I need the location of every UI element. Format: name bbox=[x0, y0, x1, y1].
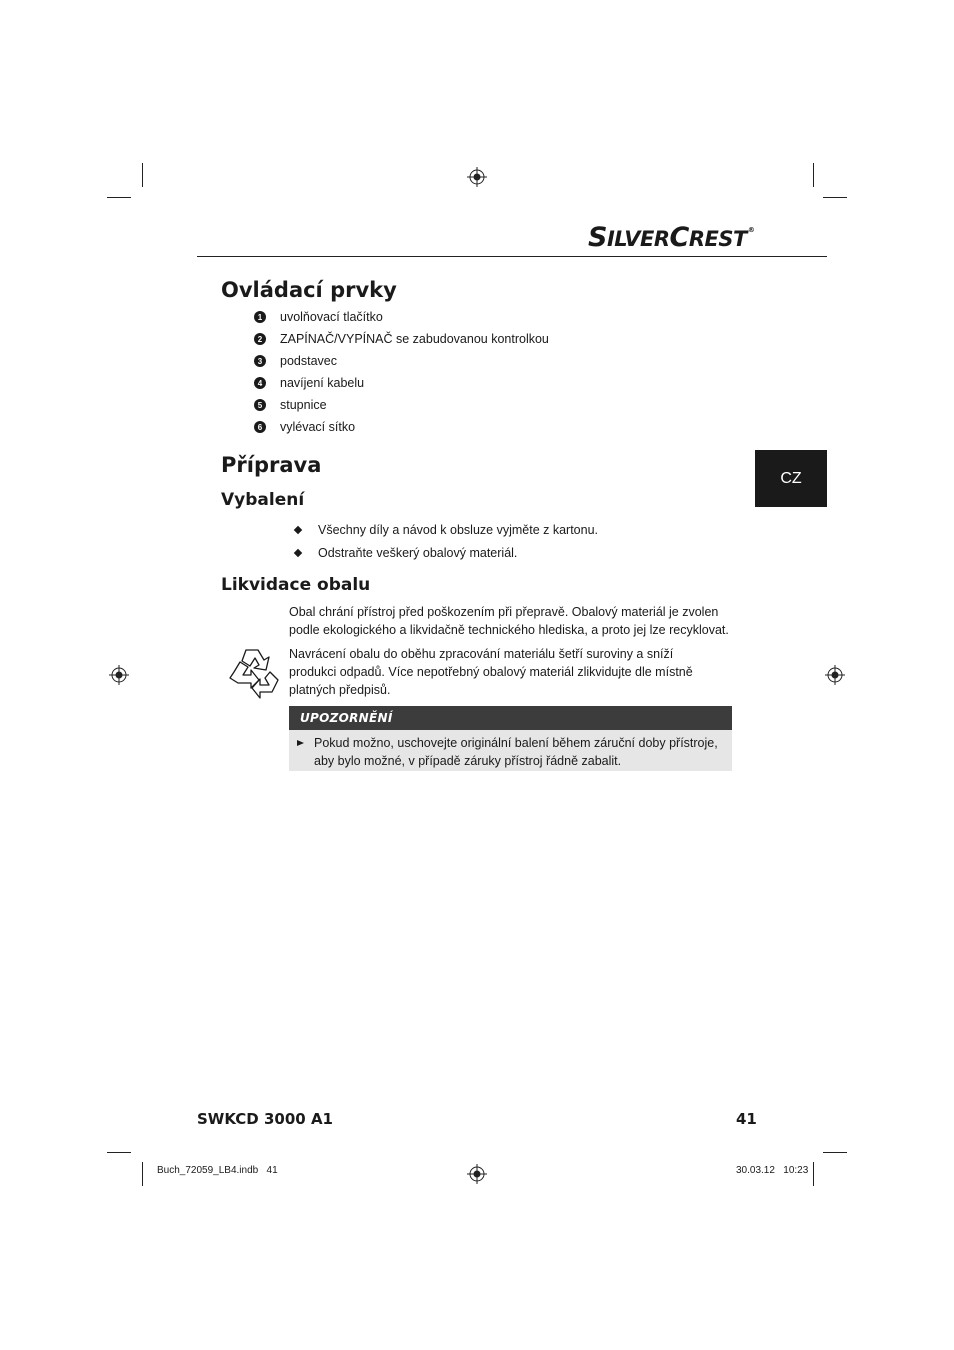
crop-mark bbox=[823, 197, 847, 198]
list-item: 3 podstavec bbox=[254, 350, 549, 372]
section-title-controls: Ovládací prvky bbox=[221, 278, 397, 302]
crop-mark bbox=[107, 197, 131, 198]
list-item: 5 stupnice bbox=[254, 394, 549, 416]
recycle-icon bbox=[226, 646, 284, 702]
list-item: 4 navíjení kabelu bbox=[254, 372, 549, 394]
page-number: 41 bbox=[736, 1110, 757, 1128]
bullet-icon bbox=[294, 548, 302, 556]
number-badge: 4 bbox=[254, 377, 266, 389]
registration-mark-icon bbox=[467, 1164, 487, 1184]
brand-logo: SILVERCREST® bbox=[588, 222, 755, 253]
crop-mark bbox=[142, 163, 143, 187]
registration-mark-icon bbox=[467, 167, 487, 187]
section-title-preparation: Příprava bbox=[221, 453, 322, 477]
subsection-title-disposal: Likvidace obalu bbox=[221, 575, 371, 595]
subsection-title-unpacking: Vybalení bbox=[221, 490, 305, 510]
list-item: 6 vylévací sítko bbox=[254, 416, 549, 438]
crop-mark bbox=[142, 1162, 143, 1186]
bullet-icon bbox=[294, 525, 302, 533]
crop-mark bbox=[107, 1152, 131, 1153]
warning-heading: UPOZORNĚNÍ bbox=[289, 706, 732, 730]
crop-mark bbox=[813, 163, 814, 187]
language-tab: CZ bbox=[755, 450, 827, 507]
list-item: 2 ZAPÍNAČ/VYPÍNAČ se zabudovanou kontrolkou bbox=[254, 328, 549, 350]
number-badge: 3 bbox=[254, 355, 266, 367]
model-name: SWKCD 3000 A1 bbox=[197, 1110, 333, 1128]
registration-mark-icon bbox=[825, 665, 845, 685]
arrow-right-icon bbox=[297, 740, 304, 746]
print-slug-left: Buch_72059_LB4.indb 41 bbox=[157, 1165, 278, 1176]
registration-mark-icon bbox=[109, 665, 129, 685]
number-badge: 2 bbox=[254, 333, 266, 345]
number-badge: 1 bbox=[254, 311, 266, 323]
header-rule bbox=[197, 256, 827, 257]
list-item: Všechny díly a návod k obsluze vyjměte z kartonu. bbox=[292, 518, 598, 541]
disposal-paragraph-2: Navrácení obalu do oběhu zpracování materiálu šetří suroviny a sníží produkci odpadů. Více nepotřebný obalový materiál zlikvidujte dle místně platných předpisů. bbox=[289, 647, 693, 697]
warning-body: Pokud možno, uschovejte originální balení během záruční doby přístroje, aby bylo možné, v případě záruky přístroj řádně zabalit. bbox=[289, 730, 732, 771]
number-badge: 5 bbox=[254, 399, 266, 411]
crop-mark bbox=[823, 1152, 847, 1153]
unpacking-list bbox=[292, 518, 598, 564]
list-item: 1 uvolňovací tlačítko bbox=[254, 306, 549, 328]
print-slug-right: 30.03.12 10:23 bbox=[736, 1165, 809, 1176]
list-item: Odstraňte veškerý obalový materiál. bbox=[292, 541, 598, 564]
warning-box bbox=[289, 706, 732, 771]
crop-mark bbox=[813, 1162, 814, 1186]
number-badge: 6 bbox=[254, 421, 266, 433]
disposal-paragraph-1: Obal chrání přístroj před poškozením při přepravě. Obalový materiál je zvolen podle ekologického a likvidačně technického hlediska, a proto jej lze recyklovat. bbox=[289, 605, 729, 637]
controls-list bbox=[254, 306, 549, 438]
